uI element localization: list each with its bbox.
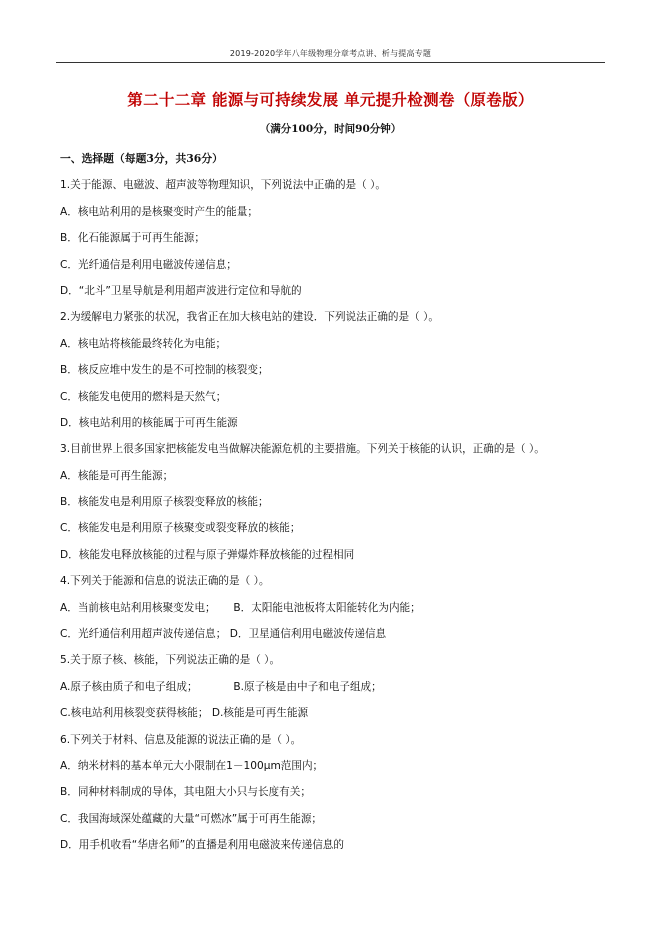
answer-option: A．核电站利用的是核聚变时产生的能量； <box>60 205 258 218</box>
answer-option: B．核能发电是利用原子核裂变释放的核能； <box>60 496 269 509</box>
answer-option: D．核能发电释放核能的过程与原子弹爆炸释放核能的过程相同 <box>60 548 355 561</box>
answer-option: C．核能发电是利用原子核聚变或裂变释放的核能； <box>60 522 301 535</box>
question-stem: 6.下列关于材料、信息及能源的说法正确的是（ ）。 <box>60 733 302 746</box>
answer-option: D.核能是可再生能源 <box>211 707 309 720</box>
answer-option: D．核电站利用的核能属于可再生能源 <box>60 416 238 429</box>
question-stem: 2.为缓解电力紧张的状况，我省正在加大核电站的建设．下列说法正确的是（ ）。 <box>60 311 439 324</box>
answer-option: D．“北斗”卫星导航是利用超声波进行定位和导航的 <box>60 284 302 297</box>
answer-option: A．纳米材料的基本单元大小限制在1－100μm范围内； <box>60 759 324 772</box>
question-stem: 3.目前世界上很多国家把核能发电当做解决能源危机的主要措施。下列关于核能的认识，正确的是（ ）。 <box>60 443 545 456</box>
question-list <box>60 146 621 859</box>
question-stem: 4.下列关于能源和信息的说法正确的是（ ）。 <box>60 575 270 588</box>
running-header: 2019-2020学年八年级物理分章考点讲、析与提高专题 <box>229 49 432 58</box>
answer-option-row <box>60 700 621 726</box>
answer-option-row <box>60 595 621 621</box>
answer-option: B．核反应堆中发生的是不可控制的核裂变； <box>60 364 269 377</box>
answer-option: D．卫星通信利用电磁波传递信息 <box>229 628 387 641</box>
answer-option: A．当前核电站利用核聚变发电； <box>60 601 216 614</box>
answer-option: C．核能发电使用的燃料是天然气； <box>60 390 227 403</box>
section-heading: 一、选择题（每题3分，共36分） <box>60 152 223 165</box>
question-stem: 5.关于原子核、核能，下列说法正确的是（ ）。 <box>60 654 281 667</box>
document-title: 第二十二章 能源与可持续发展 单元提升检测卷（原卷版） <box>127 90 534 109</box>
answer-option: A.原子核由质子和电子组成； <box>60 680 198 693</box>
header-divider <box>56 62 605 63</box>
answer-option: C．光纤通信利用超声波传递信息； <box>60 628 227 641</box>
answer-option: A．核电站将核能最终转化为电能； <box>60 337 227 350</box>
answer-option: A．核能是可再生能源； <box>60 469 174 482</box>
answer-option-row <box>60 674 621 700</box>
answer-option: C．我国海域深处蕴藏的大量“可燃冰”属于可再生能源； <box>60 812 323 825</box>
question-stem: 1.关于能源、电磁波、超声波等物理知识，下列说法中正确的是（ ）。 <box>60 179 386 192</box>
answer-option: C．光纤通信是利用电磁波传递信息； <box>60 258 237 271</box>
answer-option: B．同种材料制成的导体，其电阻大小只与长度有关； <box>60 786 311 799</box>
answer-option: B．化石能源属于可再生能源； <box>60 232 205 245</box>
answer-option: B.原子核是由中子和电子组成； <box>233 680 382 693</box>
answer-option-row <box>60 621 621 647</box>
answer-option: B．太阳能电池板将太阳能转化为内能； <box>233 601 421 614</box>
answer-option: C.核电站利用核裂变获得核能； <box>60 707 209 720</box>
document-subtitle: （满分100分，时间90分钟） <box>259 123 402 135</box>
answer-option: D．用手机收看“华唐名师”的直播是利用电磁波来传递信息的 <box>60 839 344 852</box>
